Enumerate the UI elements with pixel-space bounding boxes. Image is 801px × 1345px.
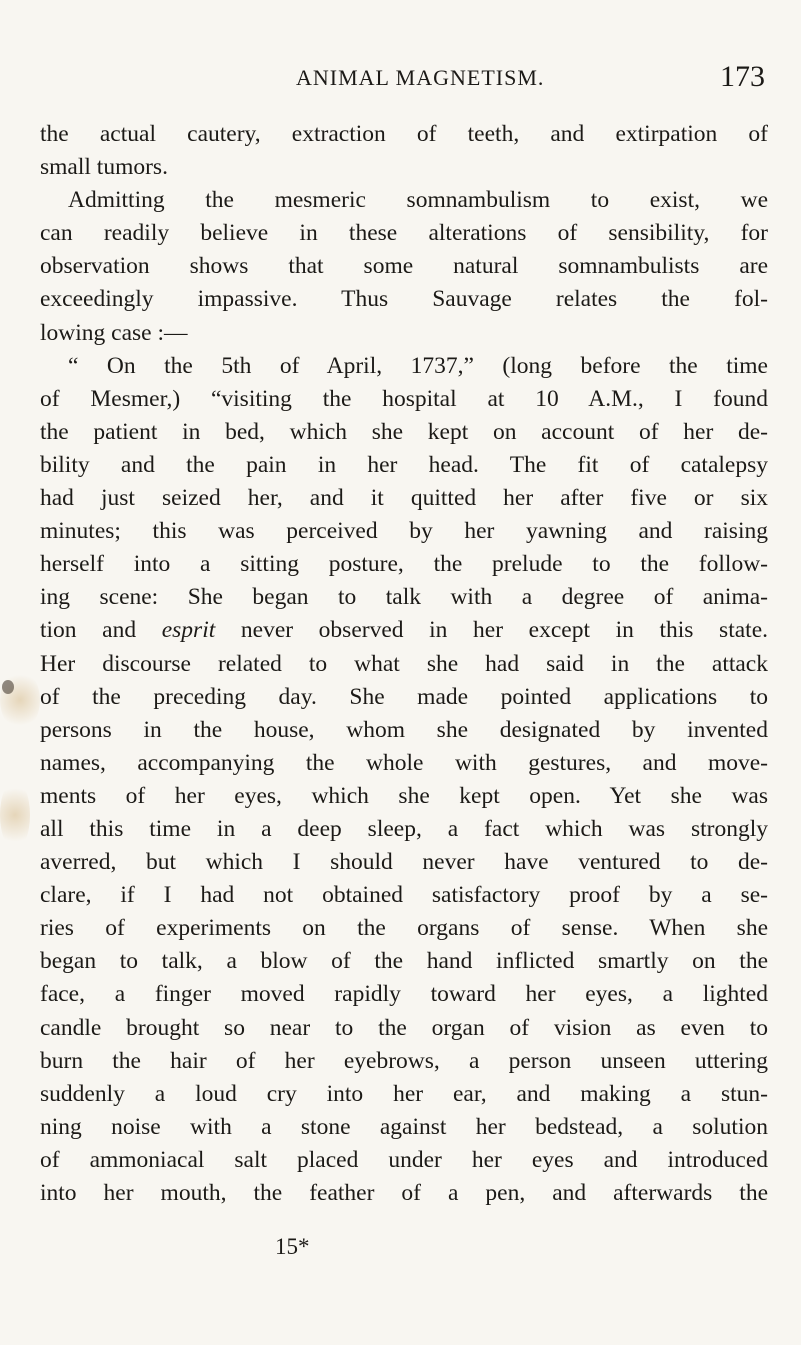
text-segment: never observed in her except in this state.: [215, 617, 768, 644]
page-number: 173: [720, 60, 765, 93]
text-line: the patient in bed, which she kept on account of her de-: [40, 418, 768, 445]
text-line: observation shows that some natural somnambulists are: [40, 253, 768, 280]
text-line: averred, but which I should never have ventured to de-: [40, 849, 768, 876]
text-line: exceedingly impassive. Thus Sauvage relates the fol-: [40, 286, 768, 313]
text-line: persons in the house, whom she designated by invented: [40, 716, 768, 743]
text-line-with-italic: [40, 614, 768, 647]
text-line: of ammoniacal salt placed under her eyes and introduced: [40, 1146, 768, 1173]
text-line: face, a finger moved rapidly toward her eyes, a lighted: [40, 981, 768, 1008]
paper-stain: [0, 670, 40, 730]
text-line: small tumors.: [40, 154, 168, 181]
text-line: suddenly a loud cry into her ear, and making a stun-: [40, 1080, 768, 1107]
text-line: all this time in a deep sleep, a fact which was strongly: [40, 815, 768, 842]
text-line: Admitting the mesmeric somnambulism to exist, we: [68, 187, 768, 214]
text-line: into her mouth, the feather of a pen, and afterwards the: [40, 1180, 768, 1206]
text-line: began to talk, a blow of the hand inflicted smartly on the: [40, 948, 768, 975]
text-line: can readily believe in these alterations of sensibility, for: [40, 220, 768, 247]
text-line: herself into a sitting posture, the prelude to the follow-: [40, 551, 768, 578]
signature-mark: 15*: [275, 1234, 310, 1259]
text-line: the actual cautery, extraction of teeth, and extirpation of: [40, 121, 768, 147]
text-line: ing scene: She began to talk with a degree of anima-: [40, 584, 768, 611]
text-line: “ On the 5th of April, 1737,” (long before the time: [68, 352, 768, 379]
text-line: of Mesmer,) “visiting the hospital at 10 A.M., I found: [40, 385, 768, 412]
text-line: names, accompanying the whole with gestures, and move-: [40, 749, 768, 776]
text-line: bility and the pain in her head. The fit of catalepsy: [40, 451, 768, 478]
text-line: candle brought so near to the organ of vision as even to: [40, 1014, 768, 1041]
text-line: ries of experiments on the organs of sense. When she: [40, 915, 768, 942]
ink-blot: [2, 680, 14, 694]
text-line: burn the hair of her eyebrows, a person unseen uttering: [40, 1047, 768, 1074]
text-segment: tion and: [40, 617, 162, 644]
text-line: lowing case :—: [40, 319, 188, 346]
text-line: of the preceding day. She made pointed applications to: [40, 683, 768, 710]
text-line: ning noise with a stone against her bedstead, a solution: [40, 1113, 768, 1140]
text-line: had just seized her, and it quitted her after five or six: [40, 485, 768, 512]
text-line: ments of her eyes, which she kept open. Yet she was: [40, 782, 768, 809]
text-line: minutes; this was perceived by her yawning and raising: [40, 518, 768, 545]
italic-word: esprit: [161, 617, 216, 644]
running-title: ANIMAL MAGNETISM.: [296, 65, 545, 90]
text-line: clare, if I had not obtained satisfactory proof by a se-: [40, 882, 768, 909]
text-line: Her discourse related to what she had said in the attack: [40, 650, 768, 677]
page-header: [40, 60, 765, 100]
body-text: [40, 118, 768, 1210]
paper-stain: [0, 780, 30, 850]
